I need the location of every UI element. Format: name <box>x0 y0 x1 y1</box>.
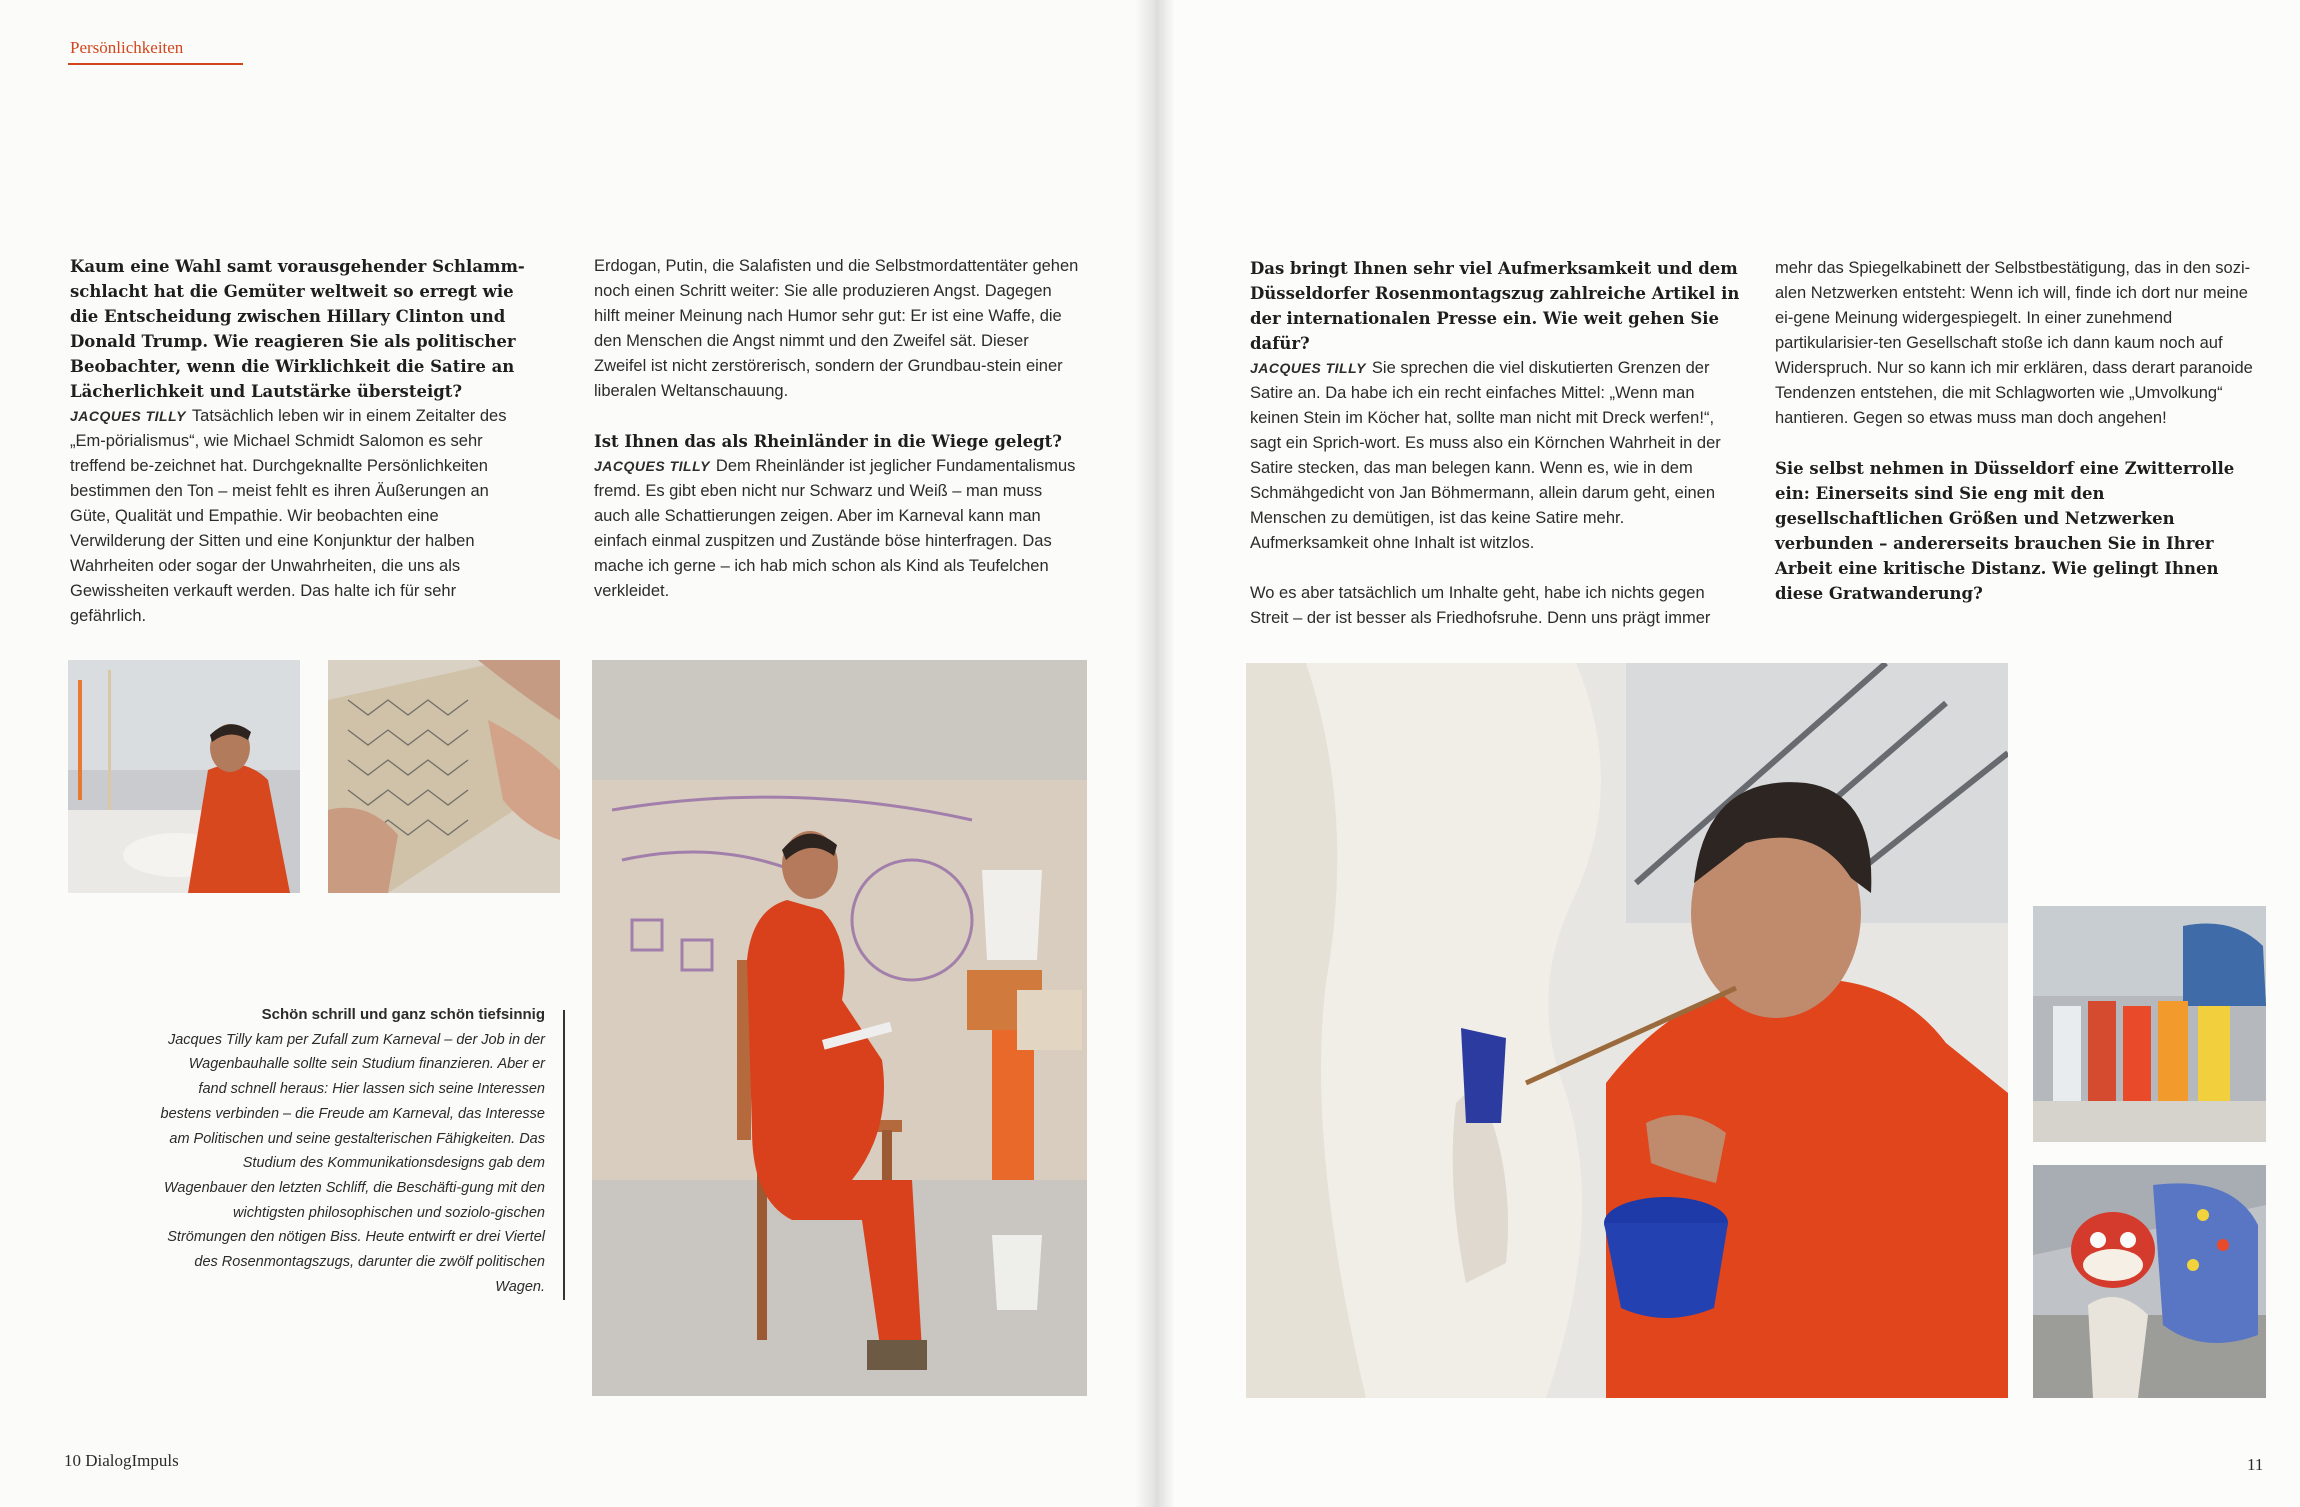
left-column-1 <box>70 254 525 629</box>
photo-paint-bottles <box>2033 906 2266 1142</box>
spine-gutter <box>1135 0 1175 1507</box>
section-rule <box>68 63 243 65</box>
page-number: 10 <box>64 1451 81 1470</box>
interview-answer <box>70 404 525 629</box>
page-footer-left <box>64 1451 179 1471</box>
interview-answer <box>594 454 1080 604</box>
photo-hands-wire-mesh <box>328 660 560 893</box>
caption-title: Schön schrill und ganz schön tiefsinnig <box>261 1006 545 1023</box>
interview-question: Ist Ihnen das als Rheinländer in die Wiege gelegt? <box>594 432 1062 451</box>
section-label: Persönlichkeiten <box>70 38 184 57</box>
continuation-text: mehr das Spiegelkabinett der Selbstbestätigung, das in den sozi-alen Netzwerken entsteht: Wenn ich will, finde ich dort nur meine ei-gene Meinung widergespiegelt. In einer zunehmend partikularisier-ten Gesellschaft stoße ich dann kaum noch auf Widerspruch. Nur so kann ich mir erklären, dass derart paranoide Tendenzen entstehen, die mit Schlagworten wie „Umvolkung“ hantieren. Gegen so etwas muss man doch angehen! <box>1775 259 2253 427</box>
right-column-1 <box>1250 256 1745 631</box>
speaker-name: JACQUES TILLY <box>1250 360 1366 376</box>
answer-text: Sie sprechen die viel diskutierten Grenzen der Satire an. Da habe ich ein recht einfaches Mittel: „Wenn man keinen Stein im Köcher hat, sollte man nicht mit Dreck werfen!“, sagt ein Sprich-wort. Es muss also ein Körnchen Wahrheit in der Satire stecken, das man belegen kann. Wenn es, wie in dem Schmähgedicht von Jan Böhmermann, allein darum geht, einen Menschen zu demütigen, ist das keine Satire mehr. Aufmerksamkeit ohne Inhalt ist witzlos. <box>1250 359 1721 552</box>
continuation-text: Erdogan, Putin, die Salafisten und die Selbstmordattentäter gehen noch einen Schritt weiter: Sie alle produzieren Angst. Dagegen hilft meiner Meinung nach Humor sehr gut: Er ist eine Waffe, die den Menschen die Angst nimmt und den Zweifel sät. Dieser Zweifel ist nicht zerstörerisch, sondern der Grundbau-stein einer liberalen Weltanschauung. <box>594 257 1079 400</box>
photo-tilly-at-work <box>68 660 300 893</box>
photo-caption <box>160 1003 545 1299</box>
answer-text: Dem Rheinländer ist jeglicher Fundamentalismus fremd. Es gibt eben nicht nur Schwarz und Weiß – man muss auch alle Schattierungen zeigen. Aber im Karneval kann man einfach einmal zuspitzen und Zustände böse hinterfragen. Das mache ich gerne – ich hab mich schon als Kind als Teufelchen verkleidet. <box>594 457 1076 600</box>
left-column-2 <box>594 254 1080 604</box>
page-number-right: 11 <box>2247 1455 2264 1474</box>
speaker-name: JACQUES TILLY <box>70 408 186 424</box>
caption-rule <box>563 1010 565 1300</box>
answer-text: Wo es aber tatsächlich um Inhalte geht, habe ich nichts gegen Streit – der ist besser als Friedhofsruhe. Denn uns prägt immer <box>1250 584 1711 627</box>
interview-question: Sie selbst nehmen in Düsseldorf eine Zwitterrolle ein: Einerseits sind Sie eng mit den gesellschaftlichen Größen und Netzwerken verbunden – andererseits brauchen Sie in Ihrer Arbeit eine kritische Distanz. Wie gelingt Ihnen diese Gratwanderung? <box>1775 459 2235 603</box>
right-column-2 <box>1775 256 2270 606</box>
speaker-name: JACQUES TILLY <box>594 458 710 474</box>
interview-answer <box>1250 356 1745 556</box>
interview-question: Das bringt Ihnen sehr viel Aufmerksamkeit und dem Düsseldorfer Rosenmontagszug zahlreiche Artikel in der internationalen Presse ein. Wie weit gehen Sie dafür? <box>1250 259 1740 353</box>
answer-text: Tatsächlich leben wir in einem Zeitalter des „Em-pörialismus“, wie Michael Schmidt Salomon es sehr treffend be-zeichnet hat. Durchgeknallte Persönlichkeiten bestimmen den Ton – meist fehlt es ihren Äußerungen an Güte, Qualität und Empathie. Wir beobachten eine Verwilderung der Sitten und eine Konjunktur der halben Wahrheiten oder sogar der Unwahrheiten, die uns als Gewissheiten verkauft werden. Das halte ich für sehr gefährlich. <box>70 407 507 625</box>
photo-tilly-sitting-sketching <box>592 660 1087 1396</box>
interview-question: Kaum eine Wahl samt vorausgehender Schlamm-schlacht hat die Gemüter weltweit so erregt wie die Entscheidung zwischen Hillary Clinton und Donald Trump. Wie reagieren Sie als politischer Beobachter, wenn die Wirklichkeit die Satire an Lächerlichkeit und Lautstärke übersteigt? <box>70 257 525 401</box>
publication-name: DialogImpuls <box>85 1451 179 1470</box>
caption-text: Jacques Tilly kam per Zufall zum Karneval – der Job in der Wagenbauhalle sollte sein Studium finanzieren. Aber er fand schnell heraus: Hier lassen sich seine Interessen bestens verbinden – die Freude am Karneval, das Interesse am Politischen und seine gestalterischen Fähigkeiten. Das Studium des Kommunikationsdesigns gab dem Wagenbauer den letzten Schliff, die Beschäfti-gung mit den wichtigsten philosophischen und soziolo-gischen Strömungen den nötigen Biss. Heute entwirft er drei Viertel des Rosenmontagszugs, darunter die zwölf politischen Wagen. <box>160 1031 545 1295</box>
photo-tilly-painting-sculpture <box>1246 663 2008 1398</box>
photo-carnival-float-figure <box>2033 1165 2266 1398</box>
